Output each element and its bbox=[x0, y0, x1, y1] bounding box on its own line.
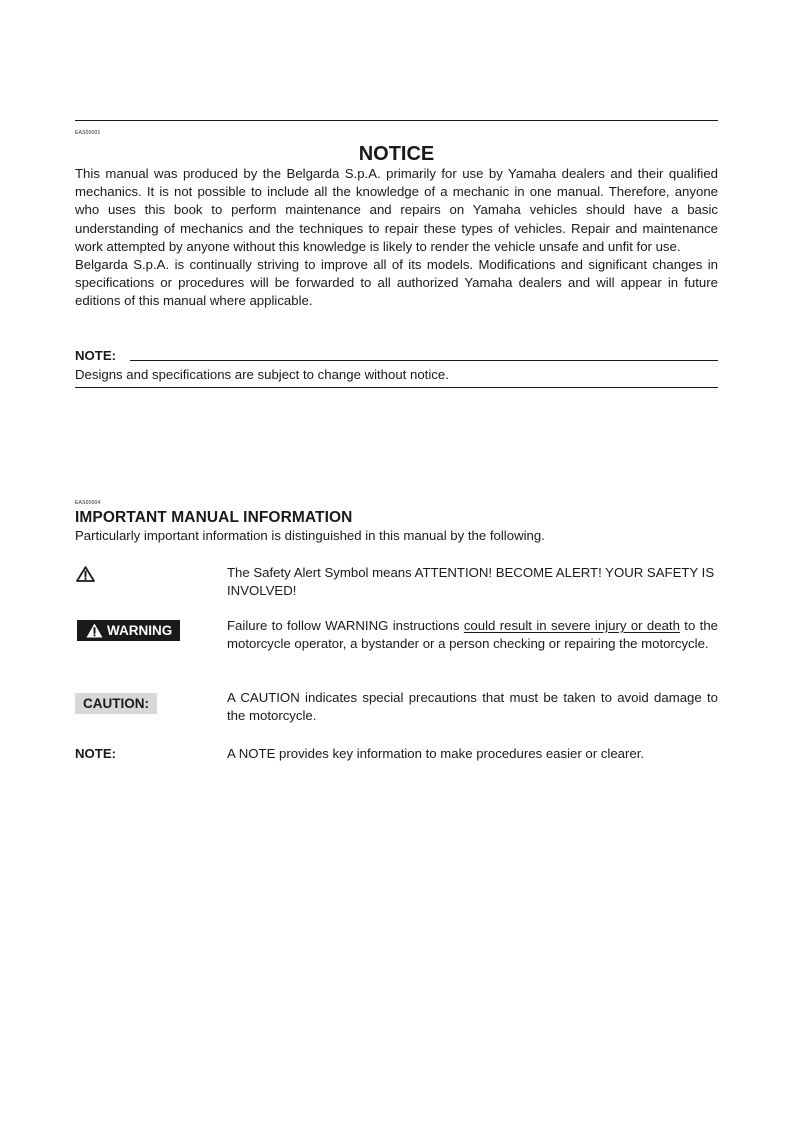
important-section-code: EAS00004 bbox=[75, 500, 101, 506]
notice-paragraph: Belgarda S.p.A. is continually striving to improve all of its models. Modifications and significant changes in specifications or procedures will be forwarded to all authorized Yamaha dealers and will appear in future editions of this manual where applicable. bbox=[75, 257, 718, 309]
notice-paragraph: This manual was produced by the Belgarda S.p.A. primarily for use by Yamaha dealers and their qualified mechanics. It is not possible to include all the knowledge of a mechanic in one manual. Therefore, anyone who uses this book to perform maintenance and repairs on Yamaha vehicles should have a basic understanding of mechanics and the techniques to repair these types of vehicles. Repair and maintenance work attempted by anyone without this knowledge is likely to render the vehicle unsafe and unfit for use. bbox=[75, 166, 718, 254]
notice-note-text: Designs and specifications are subject to change without notice. bbox=[75, 367, 449, 382]
important-title: IMPORTANT MANUAL INFORMATION bbox=[75, 509, 353, 526]
notice-body bbox=[75, 165, 718, 311]
note-label: NOTE: bbox=[75, 746, 117, 761]
note-divider bbox=[130, 360, 718, 361]
notice-note-label: NOTE: bbox=[75, 348, 117, 363]
warning-badge bbox=[77, 620, 180, 641]
warning-description bbox=[227, 617, 718, 653]
note-bottom-rule bbox=[75, 387, 718, 388]
notice-section-code: EAS00001 bbox=[75, 130, 101, 136]
safety-alert-description: The Safety Alert Symbol means ATTENTION! BECOME ALERT! YOUR SAFETY IS INVOLVED! bbox=[227, 565, 715, 599]
warning-text-end: to the motorcycle operator, a bystander or a person checking or repairing the motorcycle. bbox=[227, 618, 718, 652]
caution-badge: CAUTION: bbox=[75, 693, 157, 714]
notice-title: NOTICE bbox=[358, 143, 435, 165]
notice-note-header bbox=[75, 348, 718, 364]
top-rule bbox=[75, 120, 718, 121]
safety-alert-triangle-icon bbox=[76, 566, 95, 587]
warning-text-emphasis: could result in severe injury or death bbox=[463, 618, 680, 633]
warning-label: WARNING bbox=[107, 623, 173, 638]
caution-description: A CAUTION indicates special precautions that must be taken to avoid damage to the motorcycle. bbox=[227, 690, 718, 724]
note-description: A NOTE provides key information to make procedures easier or clearer. bbox=[227, 746, 645, 761]
warning-text-start: Failure to follow WARNING instructions bbox=[227, 618, 464, 633]
important-intro: Particularly important information is distinguished in this manual by the following. bbox=[75, 528, 545, 543]
warning-triangle-icon bbox=[86, 623, 103, 638]
